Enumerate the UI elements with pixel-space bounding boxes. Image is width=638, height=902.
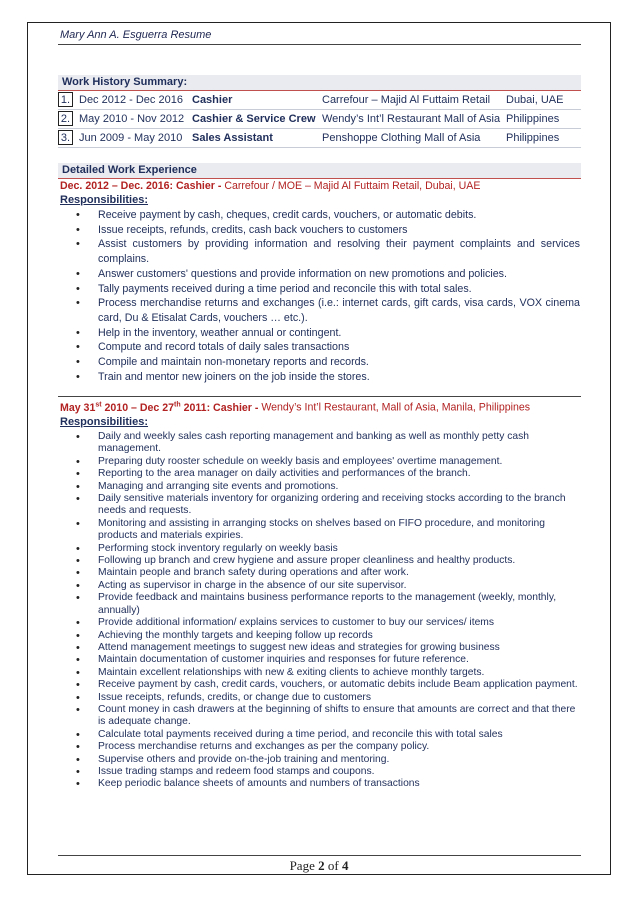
job2-heading-rest: Wendy’s Int’l Restaurant, Mall of Asia, Manila, Philippines — [261, 401, 531, 414]
list-item: • Daily sensitive materials inventory for organizing ordering and receiving stocks according to the branch needs and requests. — [60, 493, 580, 518]
row-location: Philippines — [506, 132, 560, 144]
job2-h-end: 2011: Cashier - — [180, 401, 262, 414]
list-item: • Maintain excellent relationships with new & exiting clients to achieve monthly targets. — [60, 667, 580, 679]
list-item: • Supervise others and provide on-the-job training and mentoring. — [60, 754, 580, 766]
job2-h-sup1: st — [95, 401, 102, 408]
job-separator — [58, 396, 581, 397]
list-item: • Monitoring and assisting in arranging stocks on shelves based on FIFO procedure, and monitoring products and materials expiries. — [60, 518, 580, 543]
row-dates: Dec 2012 - Dec 2016 — [79, 94, 183, 106]
row-role: Sales Assistant — [192, 132, 273, 144]
job2-h-mid: 2010 – Dec 27 — [101, 401, 175, 414]
job1-heading-bold: Dec. 2012 – Dec. 2016: Cashier - — [60, 180, 225, 192]
row-role: Cashier & Service Crew — [192, 113, 316, 125]
row-location: Dubai, UAE — [506, 94, 564, 106]
job1-responsibilities-label: Responsibilities: — [60, 194, 149, 206]
work-history-row — [58, 111, 581, 128]
list-item: • Provide additional information/ explains services to customer to buy our services/ items — [60, 617, 580, 629]
row-number: 2. — [58, 111, 73, 126]
work-history-title: Work History Summary: — [58, 75, 581, 91]
job1-heading — [60, 180, 480, 192]
job2-h-sup2: th — [174, 401, 181, 408]
footer-page-word: Page — [289, 858, 315, 873]
list-item: • Process merchandise returns and exchanges (i.e.: internet cards, gift cards, visa cards, VOX cinema card, Du & Etisalat Cards, vouchers … etc.). — [60, 296, 580, 325]
job2-h-may: May 31 — [60, 401, 96, 414]
detailed-work-title: Detailed Work Experience — [58, 163, 581, 179]
footer-rule — [58, 855, 581, 856]
list-item: • Provide feedback and maintains business performance reports to the management (weekly, monthly, annually) — [60, 592, 580, 617]
row-divider — [58, 147, 581, 148]
list-item: • Count money in cash drawers at the beginning of shifts to ensure that amounts are correct and that there is adequate change. — [60, 704, 580, 729]
row-number: 1. — [58, 92, 73, 107]
row-divider — [58, 128, 581, 129]
list-item: • Performing stock inventory regularly on weekly basis — [60, 543, 580, 555]
list-item: • Daily and weekly sales cash reporting management and banking as well as monthly petty cash management. — [60, 431, 580, 456]
list-item: • Calculate total payments received during a time period, and reconcile this with total sales — [60, 729, 580, 741]
job2-heading-bold — [60, 402, 261, 414]
list-item: • Compile and maintain non-monetary reports and records. — [60, 355, 580, 370]
list-item: • Receive payment by cash, cheques, credit cards, vouchers, or automatic debits. — [60, 208, 580, 223]
list-item: • Assist customers by providing information and resolving their payment complaints and services complains. — [60, 237, 580, 266]
page-number — [0, 858, 638, 874]
work-history-row — [58, 92, 581, 109]
list-item: • Acting as supervisor in charge in the absence of our site supervisor. — [60, 580, 580, 592]
list-item: • Train and mentor new joiners on the job inside the stores. — [60, 370, 580, 385]
job2-responsibilities-label: Responsibilities: — [60, 416, 149, 428]
list-item: • Attend management meetings to suggest new ideas and strategies for growing business — [60, 642, 580, 654]
list-item: • Managing and arranging site events and promotions. — [60, 481, 580, 493]
row-employer: Carrefour – Majid Al Futtaim Retail — [322, 94, 491, 106]
job1-bullet-list — [60, 208, 580, 384]
row-divider — [58, 109, 581, 110]
list-item: • Achieving the monthly targets and keeping follow up records — [60, 630, 580, 642]
list-item: • Compute and record totals of daily sales transactions — [60, 340, 580, 355]
row-dates: Jun 2009 - May 2010 — [79, 132, 183, 144]
job2-heading — [60, 401, 530, 414]
list-item: • Issue receipts, refunds, credits, or change due to customers — [60, 692, 580, 704]
list-item: • Tally payments received during a time period and reconcile this with total sales. — [60, 282, 580, 297]
footer-page-total: 4 — [341, 858, 349, 873]
list-item: • Following up branch and crew hygiene and assure proper cleanliness and healthy products. — [60, 555, 580, 567]
row-location: Philippines — [506, 113, 560, 125]
list-item: • Maintain documentation of customer inquiries and responses for future reference. — [60, 654, 580, 666]
list-item: • Preparing duty rooster schedule on weekly basis and employees' overtime management. — [60, 456, 580, 468]
list-item: • Receive payment by cash, credit cards, vouchers, or automatic debits include Beam application payment. — [60, 679, 580, 691]
footer-page-num: 2 — [318, 858, 325, 873]
row-dates: May 2010 - Nov 2012 — [79, 113, 185, 125]
footer-of-word: of — [327, 858, 339, 873]
job1-heading-rest: Carrefour / MOE – Majid Al Futtaim Retail, Dubai, UAE — [224, 180, 481, 192]
row-role: Cashier — [192, 94, 233, 106]
list-item: • Keep periodic balance sheets of amounts and numbers of transactions — [60, 778, 580, 790]
resume-header-title: Mary Ann A. Esguerra Resume — [60, 29, 212, 41]
list-item: • Help in the inventory, weather annual or contingent. — [60, 326, 580, 341]
job2-bullet-list — [60, 431, 580, 791]
list-item: • Maintain people and branch safety during operations and after work. — [60, 567, 580, 579]
row-employer: Wendy’s Int’l Restaurant Mall of Asia — [322, 113, 501, 125]
row-employer: Penshoppe Clothing Mall of Asia — [322, 132, 481, 144]
list-item: • Issue trading stamps and redeem food stamps and coupons. — [60, 766, 580, 778]
work-history-row — [58, 130, 581, 147]
list-item: • Issue receipts, refunds, credits, cash back vouchers to customers — [60, 223, 580, 238]
list-item: • Answer customers' questions and provide information on new promotions and policies. — [60, 267, 580, 282]
list-item: • Process merchandise returns and exchanges as per the company policy. — [60, 741, 580, 753]
row-number: 3. — [58, 130, 73, 145]
list-item: • Reporting to the area manager on daily activities and performances of the branch. — [60, 468, 580, 480]
header-rule — [58, 44, 581, 45]
